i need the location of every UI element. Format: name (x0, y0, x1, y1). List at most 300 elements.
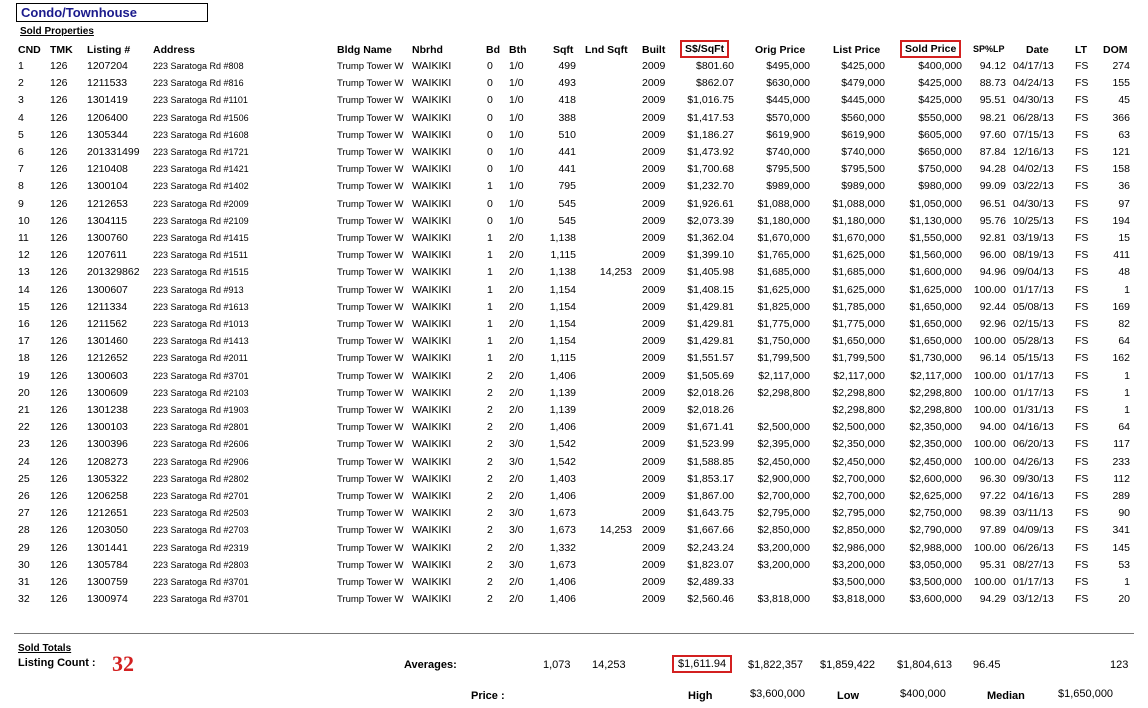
cell-dom: 341 (1112, 524, 1130, 537)
cell-tmk: 126 (50, 404, 68, 416)
cell-cnd: 17 (18, 335, 30, 348)
header-orig-price: Orig Price (755, 44, 806, 56)
cell-sqft: 1,673 (549, 524, 576, 537)
cell-bldg-name: Trump Tower W (337, 456, 404, 468)
cell-dom: 1 (1124, 576, 1130, 588)
cell-listing: 1301441 (87, 541, 128, 554)
cell-bd: 1 (487, 232, 493, 244)
listing-count-label: Listing Count : (18, 657, 96, 669)
cell-address: 223 Saratoga Rd #3701 (153, 370, 249, 381)
cell-sold-price: $2,988,000 (909, 541, 962, 554)
cell-built: 2009 (642, 249, 666, 262)
cell-address: 223 Saratoga Rd #1613 (153, 301, 249, 312)
cell-cnd: 31 (18, 576, 30, 588)
cell-lnd-sqft: 14,253 (599, 266, 632, 279)
cell-lt: FS (1075, 507, 1089, 520)
cell-list-price: $2,986,000 (832, 541, 885, 554)
cell-listing: 1300607 (87, 283, 128, 296)
cell-address: 223 Saratoga Rd #2011 (153, 353, 248, 364)
cell-sold-price: $2,625,000 (909, 490, 962, 502)
cell-cnd: 20 (18, 386, 30, 399)
cell-bldg-name: Trump Tower W (337, 577, 404, 588)
cell-orig-price: $1,685,000 (757, 266, 810, 279)
cell-built: 2009 (642, 283, 666, 296)
cell-nbrhd: WAIKIKI (412, 386, 452, 399)
table-row (0, 178, 1148, 195)
cell-dom: 145 (1112, 541, 1130, 554)
cell-bldg-name: Trump Tower W (337, 129, 404, 141)
cell-sp-lp: 97.60 (979, 128, 1006, 141)
cell-dom: 63 (1118, 128, 1130, 141)
cell-date: 03/22/13 (1013, 180, 1054, 193)
cell-list-price: $619,900 (841, 128, 885, 141)
cell-address: 223 Saratoga Rd #3701 (153, 577, 249, 587)
cell-sold-price: $1,650,000 (909, 318, 962, 330)
cell-dom: 1 (1124, 283, 1130, 296)
cell-list-price: $560,000 (841, 111, 885, 124)
cell-built: 2009 (642, 404, 666, 416)
cell-nbrhd: WAIKIKI (412, 111, 452, 124)
cell-sold-price: $2,117,000 (910, 369, 962, 382)
low-value: $400,000 (900, 688, 946, 700)
header-listing: Listing # (87, 44, 131, 56)
cell-bldg-name: Trump Tower W (337, 525, 404, 537)
cell-price-per-sqft: $1,926.61 (687, 197, 734, 210)
cell-bd: 2 (487, 421, 493, 434)
cell-sp-lp: 95.76 (979, 214, 1006, 227)
cell-lt: FS (1075, 266, 1089, 279)
cell-sold-price: $750,000 (918, 163, 962, 176)
cell-sold-price: $980,000 (918, 180, 962, 193)
cell-list-price: $740,000 (841, 146, 885, 158)
cell-address: 223 Saratoga Rd #913 (153, 284, 244, 295)
cell-bth: 1/0 (509, 180, 524, 193)
cell-bth: 2/0 (509, 318, 524, 330)
cell-sold-price: $400,000 (918, 60, 962, 72)
cell-list-price: $3,818,000 (832, 593, 885, 606)
cell-bd: 0 (487, 60, 493, 72)
cell-list-price: $2,500,000 (832, 421, 885, 434)
cell-sqft: 1,406 (549, 593, 576, 606)
cell-built: 2009 (642, 507, 666, 520)
cell-sqft: 441 (558, 163, 576, 176)
cell-nbrhd: WAIKIKI (412, 524, 452, 537)
cell-address: 223 Saratoga Rd #808 (153, 61, 244, 71)
cell-sqft: 1,542 (549, 438, 576, 451)
cell-bd: 1 (487, 300, 493, 313)
cell-bth: 2/0 (509, 283, 524, 296)
cell-dom: 20 (1118, 593, 1130, 606)
cell-list-price: $2,700,000 (832, 490, 885, 502)
cell-dom: 169 (1112, 300, 1130, 313)
cell-cnd: 8 (18, 180, 24, 193)
cell-nbrhd: WAIKIKI (412, 438, 452, 451)
cell-listing: 1301419 (87, 94, 128, 107)
section-heading: Sold Properties (20, 26, 94, 37)
cell-bth: 2/0 (509, 386, 524, 399)
table-row (0, 247, 1148, 264)
cell-list-price: $795,500 (841, 163, 885, 176)
cell-sp-lp: 97.22 (979, 490, 1006, 502)
cell-nbrhd: WAIKIKI (412, 94, 452, 107)
cell-list-price: $3,200,000 (832, 558, 885, 571)
cell-dom: 194 (1112, 214, 1130, 227)
cell-sold-price: $1,650,000 (909, 335, 962, 348)
cell-sold-price: $1,625,000 (909, 283, 962, 296)
cell-sp-lp: 92.96 (979, 318, 1006, 330)
cell-cnd: 7 (18, 163, 24, 176)
cell-bd: 2 (487, 541, 493, 554)
cell-price-per-sqft: $1,429.81 (687, 318, 734, 330)
cell-bth: 2/0 (509, 266, 524, 279)
cell-bth: 3/0 (509, 455, 524, 468)
cell-dom: 48 (1118, 266, 1130, 279)
cell-address: 223 Saratoga Rd #1421 (153, 164, 249, 175)
cell-date: 06/20/13 (1013, 438, 1054, 451)
table-row (0, 92, 1148, 109)
cell-sp-lp: 100.00 (973, 369, 1006, 382)
cell-date: 01/31/13 (1013, 404, 1054, 416)
cell-tmk: 126 (50, 541, 68, 554)
cell-date: 04/02/13 (1013, 163, 1054, 176)
cell-dom: 15 (1118, 232, 1130, 244)
cell-sold-price: $425,000 (918, 94, 962, 107)
cell-date: 04/24/13 (1013, 77, 1054, 90)
cell-sold-price: $2,298,800 (909, 404, 962, 416)
cell-lt: FS (1075, 335, 1089, 348)
cell-orig-price: $3,200,000 (757, 541, 810, 554)
table-row (0, 110, 1148, 127)
cell-list-price: $445,000 (841, 94, 885, 107)
cell-bldg-name: Trump Tower W (337, 594, 404, 606)
header-sp-lp: SP%LP (973, 44, 1005, 54)
cell-sqft: 1,139 (549, 386, 576, 399)
cell-date: 03/11/13 (1013, 507, 1054, 520)
cell-sqft: 1,403 (549, 472, 576, 485)
cell-bldg-name: Trump Tower W (337, 78, 404, 90)
cell-sold-price: $2,750,000 (909, 507, 962, 520)
cell-tmk: 126 (50, 163, 68, 176)
cell-listing: 1211562 (87, 318, 128, 330)
cell-bldg-name: Trump Tower W (337, 198, 404, 210)
cell-orig-price: $989,000 (766, 180, 810, 193)
cell-orig-price: $2,450,000 (757, 455, 810, 468)
cell-lt: FS (1075, 558, 1089, 571)
cell-sold-price: $550,000 (918, 111, 962, 124)
cell-list-price: $2,700,000 (832, 472, 885, 485)
cell-cnd: 16 (18, 318, 30, 330)
table-row (0, 436, 1148, 453)
cell-nbrhd: WAIKIKI (412, 232, 452, 244)
cell-nbrhd: WAIKIKI (412, 77, 452, 90)
cell-bldg-name: Trump Tower W (337, 439, 404, 451)
cell-listing: 1301238 (87, 404, 128, 416)
cell-bd: 2 (487, 472, 493, 485)
cell-bd: 0 (487, 214, 493, 227)
cell-sold-price: $2,600,000 (909, 472, 962, 485)
cell-nbrhd: WAIKIKI (412, 490, 452, 502)
cell-bth: 1/0 (509, 128, 524, 141)
cell-cnd: 12 (18, 249, 30, 262)
cell-sp-lp: 100.00 (973, 404, 1006, 416)
cell-bldg-name: Trump Tower W (337, 284, 404, 296)
cell-bd: 1 (487, 283, 493, 296)
cell-cnd: 25 (18, 472, 30, 485)
cell-lt: FS (1075, 490, 1089, 502)
cell-tmk: 126 (50, 283, 68, 296)
table-row (0, 368, 1148, 385)
cell-bldg-name: Trump Tower W (337, 215, 404, 227)
cell-sp-lp: 96.00 (979, 249, 1006, 262)
cell-sold-price: $1,600,000 (909, 266, 962, 279)
cell-price-per-sqft: $1,186.27 (687, 128, 734, 141)
cell-bd: 0 (487, 146, 493, 158)
cell-cnd: 14 (18, 283, 30, 296)
table-row (0, 196, 1148, 213)
avg-dom: 123 (1110, 659, 1129, 671)
cell-tmk: 126 (50, 128, 68, 141)
cell-built: 2009 (642, 369, 666, 382)
cell-bd: 2 (487, 507, 493, 520)
cell-address: 223 Saratoga Rd #1515 (153, 267, 249, 278)
cell-listing: 1212652 (87, 352, 128, 365)
cell-tmk: 126 (50, 558, 68, 571)
cell-tmk: 126 (50, 146, 68, 158)
cell-list-price: $1,625,000 (832, 249, 885, 262)
cell-dom: 274 (1112, 60, 1130, 72)
cell-cnd: 4 (18, 111, 24, 124)
cell-nbrhd: WAIKIKI (412, 472, 452, 485)
cell-built: 2009 (642, 146, 666, 158)
cell-price-per-sqft: $1,399.10 (687, 249, 734, 262)
cell-cnd: 32 (18, 593, 30, 606)
cell-sp-lp: 94.28 (979, 163, 1006, 176)
cell-price-per-sqft: $1,429.81 (687, 335, 734, 348)
cell-bldg-name: Trump Tower W (337, 422, 404, 434)
cell-list-price: $2,795,000 (832, 507, 885, 520)
cell-sold-price: $425,000 (918, 77, 962, 90)
cell-bldg-name: Trump Tower W (337, 319, 404, 330)
cell-bth: 1/0 (509, 60, 524, 72)
cell-bd: 0 (487, 163, 493, 176)
cell-date: 05/08/13 (1013, 300, 1054, 313)
cell-bth: 1/0 (509, 77, 524, 90)
cell-cnd: 24 (18, 455, 30, 468)
cell-listing: 1300974 (87, 593, 128, 606)
cell-bd: 0 (487, 128, 493, 141)
cell-tmk: 126 (50, 214, 68, 227)
cell-sp-lp: 95.31 (979, 558, 1006, 571)
cell-sold-price: $1,130,000 (909, 214, 962, 227)
cell-bth: 2/0 (509, 232, 524, 244)
cell-cnd: 9 (18, 197, 24, 210)
cell-tmk: 126 (50, 507, 68, 520)
cell-bldg-name: Trump Tower W (337, 164, 404, 176)
cell-tmk: 126 (50, 266, 68, 279)
cell-built: 2009 (642, 163, 666, 176)
cell-dom: 411 (1113, 249, 1130, 262)
totals-heading: Sold Totals (18, 643, 72, 654)
cell-lt: FS (1075, 77, 1089, 90)
cell-sold-price: $1,550,000 (909, 232, 962, 244)
cell-sqft: 1,406 (549, 369, 576, 382)
cell-sp-lp: 100.00 (973, 283, 1006, 296)
cell-orig-price: $445,000 (766, 94, 810, 107)
cell-bth: 2/0 (509, 300, 524, 313)
table-row (0, 316, 1148, 333)
cell-cnd: 6 (18, 146, 24, 158)
cell-price-per-sqft: $1,417.53 (687, 111, 734, 124)
cell-bd: 2 (487, 438, 493, 451)
cell-listing: 1300760 (87, 232, 128, 244)
cell-orig-price: $1,180,000 (757, 214, 810, 227)
low-label: Low (837, 690, 859, 702)
cell-price-per-sqft: $1,588.85 (687, 455, 734, 468)
cell-bth: 3/0 (509, 438, 524, 451)
cell-address: 223 Saratoga Rd #1608 (153, 129, 249, 140)
cell-bth: 1/0 (509, 163, 524, 176)
cell-sold-price: $1,050,000 (909, 197, 962, 210)
avg-sqft: 1,073 (543, 659, 571, 671)
cell-tmk: 126 (50, 77, 68, 90)
cell-date: 04/16/13 (1013, 421, 1054, 434)
cell-sqft: 1,406 (549, 490, 576, 502)
cell-cnd: 10 (18, 214, 30, 227)
cell-bldg-name: Trump Tower W (337, 112, 404, 124)
cell-nbrhd: WAIKIKI (412, 576, 452, 588)
cell-address: 223 Saratoga Rd #1506 (153, 112, 249, 123)
cell-tmk: 126 (50, 593, 68, 606)
cell-list-price: $2,850,000 (832, 524, 885, 537)
cell-bldg-name: Trump Tower W (337, 61, 404, 72)
cell-address: 223 Saratoga Rd #1413 (153, 336, 249, 347)
cell-lt: FS (1075, 438, 1089, 451)
cell-list-price: $989,000 (841, 180, 885, 193)
cell-cnd: 28 (18, 524, 30, 537)
cell-price-per-sqft: $1,408.15 (687, 283, 734, 296)
cell-price-per-sqft: $1,523.99 (687, 438, 734, 451)
cell-listing: 1207611 (87, 249, 128, 262)
cell-built: 2009 (642, 60, 666, 72)
cell-bth: 3/0 (509, 524, 524, 537)
cell-tmk: 126 (50, 335, 68, 348)
cell-date: 02/15/13 (1013, 318, 1054, 330)
cell-built: 2009 (642, 214, 666, 227)
averages-label: Averages: (404, 659, 457, 671)
table-row (0, 402, 1148, 419)
table-row (0, 333, 1148, 350)
cell-dom: 117 (1113, 438, 1130, 451)
cell-bd: 1 (487, 352, 493, 365)
cell-bth: 2/0 (509, 335, 524, 348)
cell-sp-lp: 92.44 (979, 300, 1006, 313)
cell-bldg-name: Trump Tower W (337, 542, 404, 554)
table-row (0, 385, 1148, 402)
cell-sp-lp: 96.51 (979, 197, 1006, 210)
cell-list-price: $2,298,800 (832, 404, 885, 416)
cell-address: 223 Saratoga Rd #1721 (153, 147, 249, 157)
cell-sold-price: $2,790,000 (909, 524, 962, 537)
cell-bldg-name: Trump Tower W (337, 508, 404, 520)
cell-orig-price: $3,818,000 (757, 593, 810, 606)
cell-bldg-name: Trump Tower W (337, 301, 404, 313)
cell-address: 223 Saratoga Rd #2701 (153, 491, 249, 501)
cell-bth: 1/0 (509, 94, 524, 107)
cell-orig-price: $2,850,000 (757, 524, 810, 537)
cell-bd: 1 (487, 180, 493, 193)
cell-sp-lp: 94.96 (979, 266, 1006, 279)
cell-tmk: 126 (50, 490, 68, 502)
cell-bd: 2 (487, 576, 493, 588)
cell-address: 223 Saratoga Rd #2803 (153, 559, 249, 570)
cell-cnd: 5 (18, 128, 24, 141)
cell-built: 2009 (642, 111, 666, 124)
cell-cnd: 13 (18, 266, 30, 279)
cell-dom: 1 (1124, 369, 1130, 382)
cell-built: 2009 (642, 524, 666, 537)
cell-sp-lp: 94.29 (979, 593, 1006, 606)
cell-listing: 1210408 (87, 163, 128, 176)
cell-list-price: $3,500,000 (832, 576, 885, 588)
cell-dom: 45 (1118, 94, 1130, 107)
cell-tmk: 126 (50, 524, 68, 537)
cell-listing: 1305344 (87, 128, 128, 141)
cell-date: 04/30/13 (1013, 94, 1054, 107)
cell-listing: 1305784 (87, 558, 128, 571)
cell-nbrhd: WAIKIKI (412, 335, 452, 348)
cell-bldg-name: Trump Tower W (337, 95, 404, 107)
cell-nbrhd: WAIKIKI (412, 507, 452, 520)
cell-cnd: 27 (18, 507, 30, 520)
cell-cnd: 2 (18, 77, 24, 90)
cell-tmk: 126 (50, 300, 68, 313)
cell-price-per-sqft: $1,667.66 (687, 524, 734, 537)
cell-lt: FS (1075, 232, 1089, 244)
cell-bd: 2 (487, 386, 493, 399)
cell-price-per-sqft: $1,551.57 (687, 352, 734, 365)
cell-sold-price: $1,560,000 (909, 249, 962, 262)
cell-tmk: 126 (50, 455, 68, 468)
cell-sp-lp: 96.14 (979, 352, 1006, 365)
cell-orig-price: $1,765,000 (757, 249, 810, 262)
cell-bd: 1 (487, 335, 493, 348)
cell-dom: 1 (1124, 404, 1130, 416)
median-value: $1,650,000 (1058, 688, 1114, 700)
cell-price-per-sqft: $1,362.04 (687, 232, 734, 244)
cell-date: 04/09/13 (1013, 524, 1054, 537)
cell-bldg-name: Trump Tower W (337, 147, 404, 158)
cell-sqft: 1,138 (549, 266, 576, 279)
header-tmk: TMK (50, 44, 73, 56)
table-row (0, 454, 1148, 471)
table-row (0, 299, 1148, 316)
cell-address: 223 Saratoga Rd #1101 (153, 95, 248, 106)
cell-listing: 1206400 (87, 111, 128, 124)
cell-sqft: 499 (558, 60, 576, 72)
cell-sqft: 1,406 (549, 576, 576, 588)
cell-lt: FS (1075, 197, 1089, 210)
cell-lt: FS (1075, 404, 1089, 416)
cell-list-price: $1,088,000 (832, 197, 885, 210)
cell-sqft: 1,332 (549, 541, 576, 554)
cell-dom: 90 (1118, 507, 1130, 520)
cell-price-per-sqft: $801.60 (696, 60, 734, 72)
cell-orig-price: $619,900 (766, 128, 810, 141)
cell-price-per-sqft: $1,643.75 (687, 507, 734, 520)
cell-sp-lp: 87.84 (979, 146, 1006, 158)
cell-orig-price: $495,000 (766, 60, 810, 72)
cell-price-per-sqft: $1,473.92 (687, 146, 734, 158)
